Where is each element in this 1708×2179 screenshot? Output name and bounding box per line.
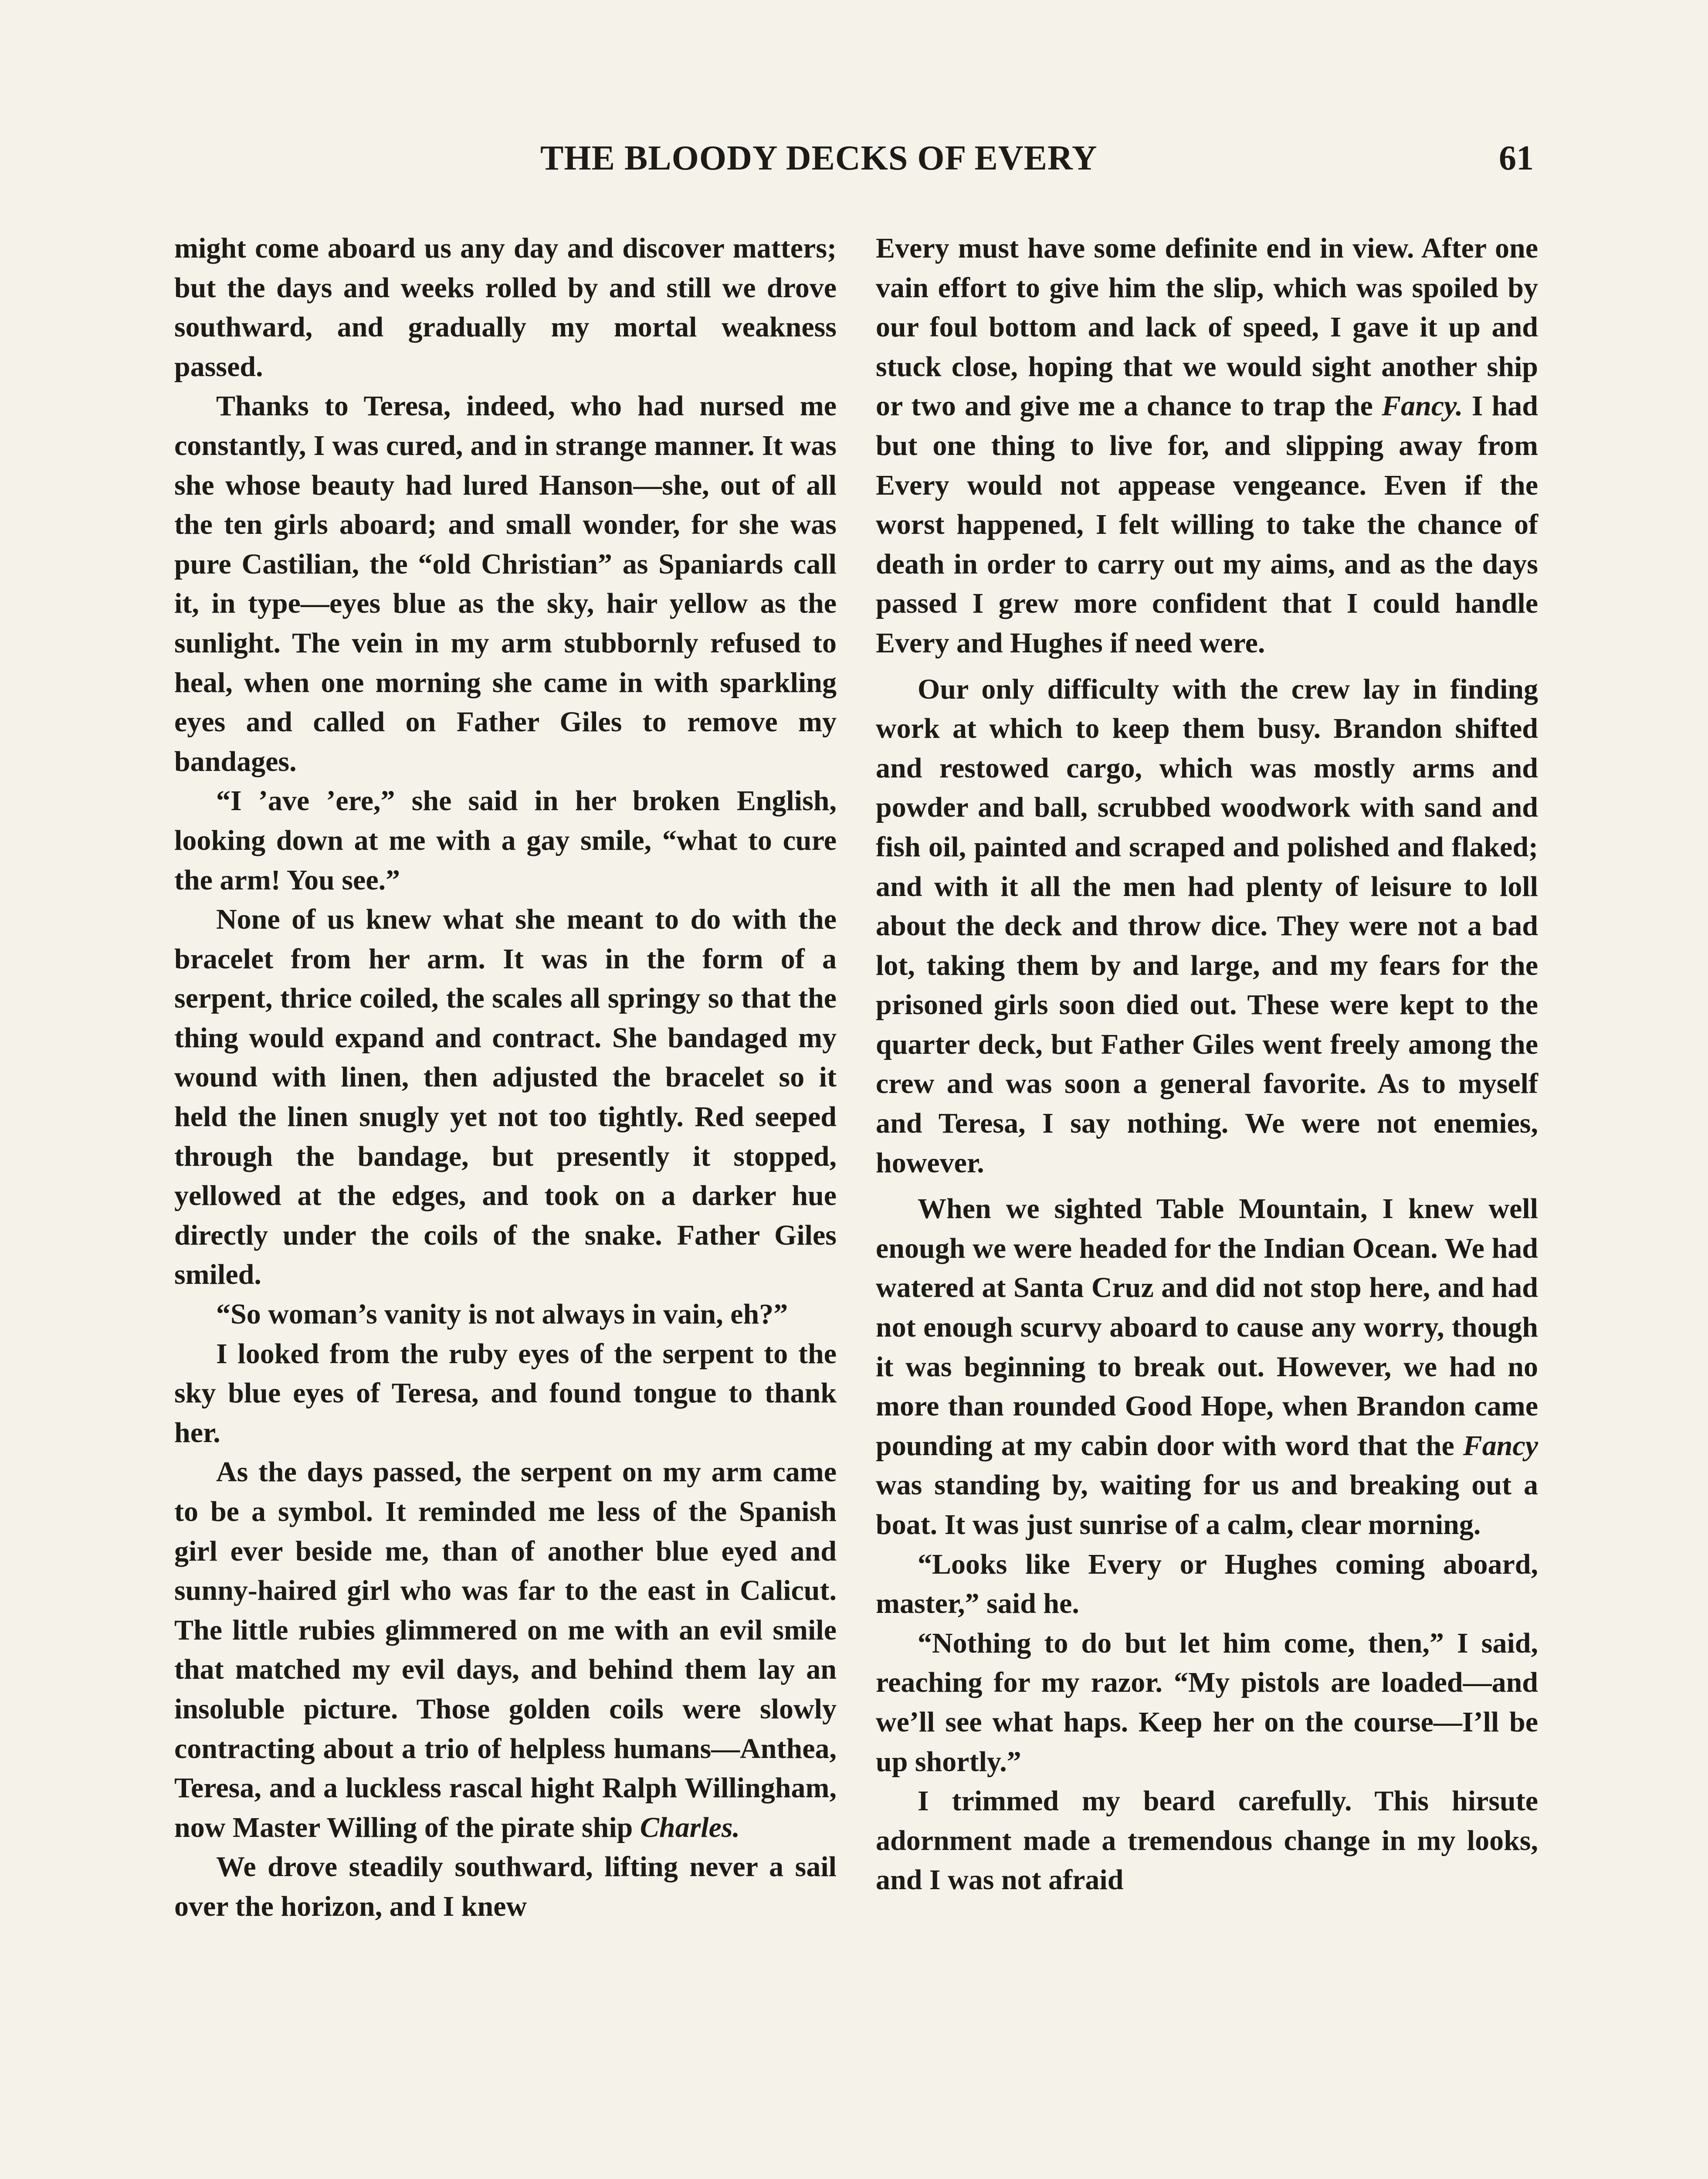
paragraph: might come aboard us any day and discover matters; but the days and weeks rolled by and still we drove southward, and gradually my mortal weakness passed.: [174, 232, 837, 383]
paragraph: We drove steadily southward, lifting never a sail over the horizon, and I knew: [174, 1851, 837, 1922]
paragraph: “I ’ave ’ere,” she said in her broken English, looking down at me with a gay smile, “what to cure the arm! You see.”: [174, 785, 837, 896]
ship-name: Fancy.: [1382, 390, 1463, 422]
paragraph: “Nothing to do but let him come, then,” I said, reaching for my razor. “My pistols are loaded—and we’ll see what haps. Keep her on the course—I’ll be up shortly.”: [876, 1627, 1538, 1778]
paragraph: When we sighted Table Mountain, I knew well enough we were headed for the Indian Ocean. We had watered at Santa Cruz and did not stop here, and had not enough scurvy aboard to cause any worry, though it was beginning to break out. However, we had no more than rounded Good Hope, when Brandon came pounding at my cabin door with word that the Fancy was standing by, waiting for us and breaking out a boat. It was just sunrise of a calm, clear morning.: [876, 1193, 1538, 1541]
ship-name: Fancy: [1463, 1429, 1538, 1462]
paragraph: “Looks like Every or Hughes coming aboard, master,” said he.: [876, 1548, 1538, 1620]
paragraph: None of us knew what she meant to do with the bracelet from her arm. It was in the form of a serpent, thrice coiled, the scales all springy so that the thing would expand and contract. She bandaged my wound with linen, then adjusted the bracelet so it held the linen snugly yet not too tightly. Red seeped through the bandage, but presently it stopped, yellowed at the edges, and took on a darker hue directly under the coils of the snake. Father Giles smiled.: [174, 903, 837, 1291]
ship-name: Charles.: [640, 1811, 740, 1843]
paragraph: As the days passed, the serpent on my arm came to be a symbol. It reminded me less of the Spanish girl ever beside me, than of another blue eyed and sunny-haired girl who was far to the east in Calicut. The little rubies glimmered on me with an evil smile that matched my evil days, and behind them lay an insoluble picture. Those golden coils were slowly contracting about a trio of helpless humans—Anthea, Teresa, and a luckless rascal hight Ralph Willingham, now Master Willing of the pirate ship Charles.: [174, 1456, 837, 1843]
paragraph: Our only difficulty with the crew lay in finding work at which to keep them busy. Brandon shifted and restowed cargo, which was mostly arms and powder and ball, scrubbed woodwork with sand and fish oil, painted and scraped and polished and flaked; and with it all the men had plenty of leisure to loll about the deck and throw dice. They were not a bad lot, taking them by and large, and my fears for the prisoned girls soon died out. These were kept to the quarter deck, but Father Giles went freely among the crew and was soon a general favorite. As to myself and Teresa, I say nothing. We were not enemies, however.: [876, 673, 1538, 1179]
paragraph: Thanks to Teresa, indeed, who had nursed me constantly, I was cured, and in strange manner. It was she whose beauty had lured Hanson—she, out of all the ten girls aboard; and small wonder, for she was pure Castilian, the “old Christian” as Spaniards call it, in type—eyes blue as the sky, hair yellow as the sunlight. The vein in my arm stubbornly refused to heal, when one morning she came in with sparkling eyes and called on Father Giles to remove my bandages.: [174, 390, 837, 777]
paragraph: “So woman’s vanity is not always in vain, eh?”: [216, 1298, 788, 1330]
text-column-right: [876, 229, 1538, 1900]
paragraph: I looked from the ruby eyes of the serpent to the sky blue eyes of Teresa, and found tongue to thank her.: [174, 1337, 837, 1449]
paragraph: I trimmed my beard carefully. This hirsute adornment made a tremendous change in my looks, and I was not afraid: [876, 1785, 1538, 1896]
running-title: THE BLOODY DECKS OF EVERY: [540, 139, 1098, 177]
text-column-left: [174, 229, 837, 1927]
paragraph: Every must have some definite end in view. After one vain effort to give him the slip, which was spoiled by our foul bottom and lack of speed, I gave it up and stuck close, hoping that we would sight another ship or two and give me a chance to trap the Fancy. I had but one thing to live for, and slipping away from Every would not appease vengeance. Even if the worst happened, I felt willing to take the chance of death in order to carry out my aims, and as the days passed I grew more confident that I could handle Every and Hughes if need were.: [876, 232, 1538, 659]
page-number: 61: [1499, 139, 1534, 177]
